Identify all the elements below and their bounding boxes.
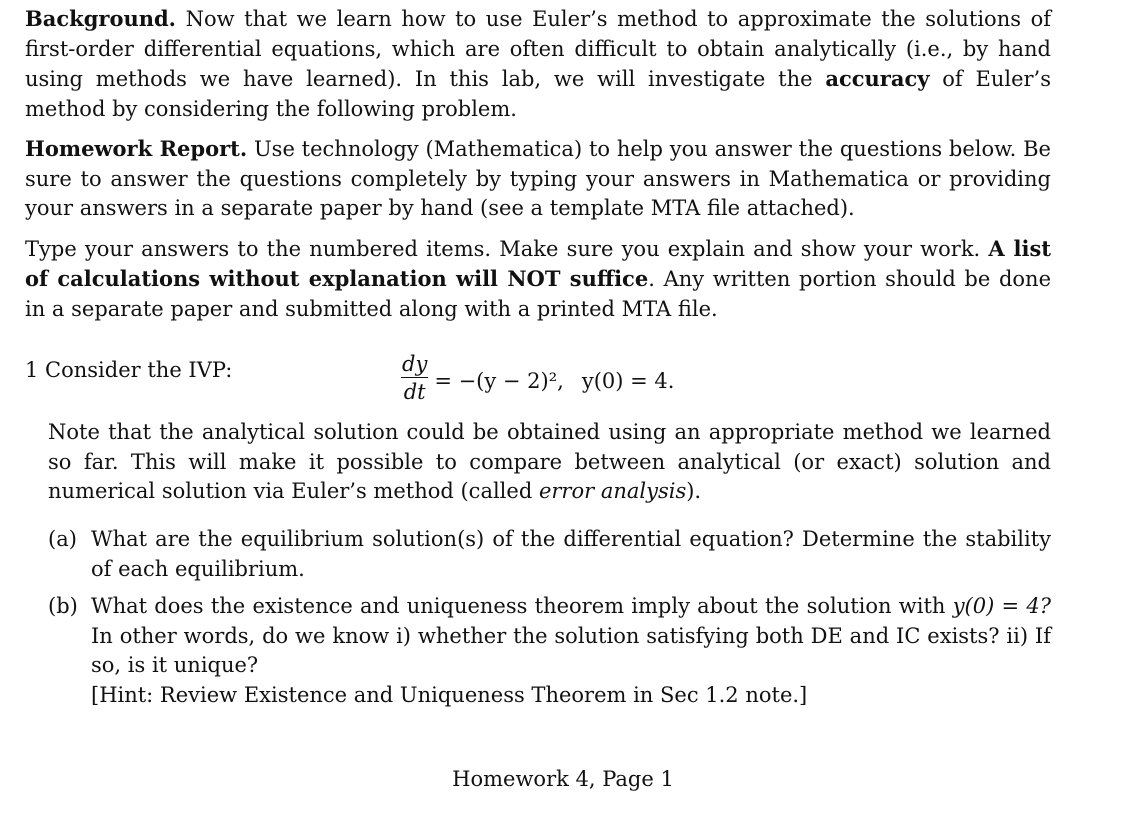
- note-text: Note that the analytical solution could be obtained using an appropriate method we learned so far. This will make it possible to compare between analytical (or exact) solution and numerical solution via Euler’s method (called: [48, 420, 1051, 503]
- initial-condition: y(0) = 4.: [581, 368, 675, 393]
- item-a-tag: (a): [48, 527, 77, 551]
- ivp-equation: [401, 352, 674, 405]
- background-paragraph: [25, 4, 1051, 124]
- problem-1-items: [48, 525, 1051, 718]
- item-b-text: What does the existence and uniqueness theorem imply about the solution with: [91, 594, 946, 618]
- background-text-end: of Euler’s method by considering the following problem.: [25, 67, 1051, 121]
- note-italic: error analysis: [538, 479, 687, 503]
- instructions-paragraph: [25, 234, 1051, 325]
- note-text-end: ).: [686, 479, 702, 503]
- derivative-fraction: [401, 352, 428, 405]
- homework-report-heading: Homework Report.: [25, 136, 248, 161]
- item-b-math: y(0) = 4?: [952, 594, 1051, 618]
- background-heading: Background.: [25, 6, 176, 31]
- instructions-emphasis: A list of calculations without explanation will NOT suffice: [25, 235, 1051, 291]
- fraction-denominator: dt: [403, 380, 426, 404]
- page-footer: Homework 4, Page 1: [452, 767, 674, 791]
- instructions-text: Type your answers to the numbered items. Make sure you explain and show your work.: [25, 236, 981, 261]
- item-b-tag: (b): [48, 594, 78, 618]
- homework-report-text: Use technology (Mathematica) to help you answer the questions below. Be sure to answer the questions completely by typing your answers in Mathematica or providing your answers in a separate paper by hand (see a template MTA file attached).: [25, 137, 1051, 220]
- document-body: [25, 4, 1051, 324]
- problem-1-label: 1 Consider the IVP:: [25, 358, 233, 382]
- item-b-hint: [Hint: Review Existence and Uniqueness Theorem in Sec 1.2 note.]: [91, 682, 808, 707]
- background-text: Now that we learn how to use Euler’s method to approximate the solutions of first-order differential equations, which are often difficult to obtain analytically (i.e., by hand using methods we have learned). In this lab, we will investigate the: [25, 7, 1051, 91]
- list-item: [48, 525, 1051, 584]
- accuracy-emphasis: accuracy: [825, 66, 930, 91]
- item-a-text: What are the equilibrium solution(s) of the differential equation? Determine the stability of each equilibrium.: [91, 527, 1051, 581]
- equation-rhs: = −(y − 2)²,: [434, 368, 564, 393]
- instructions-text-end: . Any written portion should be done in a separate paper and submitted along with a printed MTA file.: [25, 267, 1052, 321]
- homework-report-paragraph: [25, 134, 1051, 224]
- fraction-numerator: dy: [402, 352, 428, 376]
- item-b-text-end: In other words, do we know i) whether the solution satisfying both DE and IC exists? ii) If so, is it unique?: [91, 623, 1051, 677]
- list-item: [48, 592, 1051, 710]
- item-b-question: [91, 592, 1051, 681]
- problem-1-note: [48, 418, 1051, 507]
